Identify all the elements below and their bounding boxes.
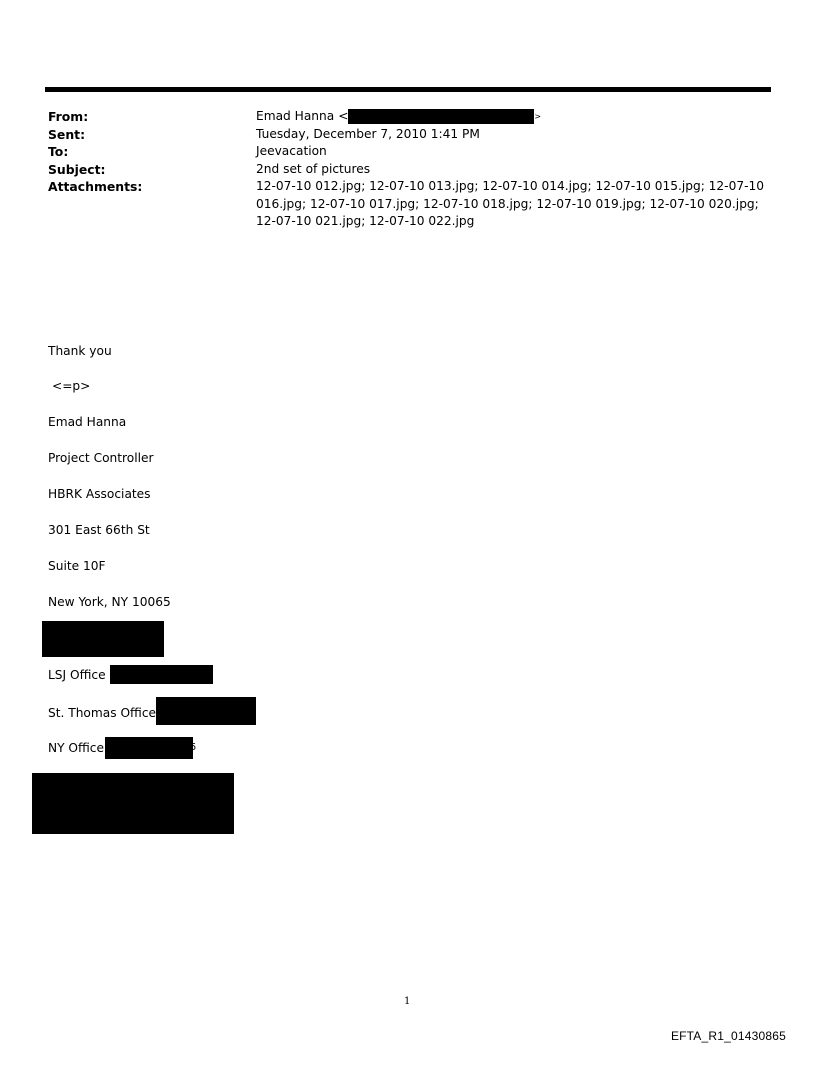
redacted-phone — [105, 737, 193, 759]
lsj-office-label: LSJ Office — [48, 667, 106, 682]
subject-row — [48, 161, 758, 179]
attachments-line: 12-07-10 021.jpg; 12-07-10 022.jpg — [256, 214, 475, 228]
redaction-block — [32, 773, 234, 834]
attachments-line: 12-07-10 012.jpg; 12-07-10 013.jpg; 12-07-10 014.jpg; 12-07-10 015.jpg; 12-07-10 — [256, 179, 764, 193]
sender-name: Emad Hanna — [256, 109, 335, 123]
to-row — [48, 143, 758, 161]
header-rule — [45, 87, 771, 92]
html-artifact: <=p> — [52, 379, 91, 393]
bates-number: EFTA_R1_01430865 — [670, 1029, 786, 1043]
st-thomas-office-label: St. Thomas Office — [48, 706, 157, 720]
signature-title: Project Controller — [48, 451, 154, 465]
from-row — [48, 108, 758, 126]
page-number: 1 — [404, 996, 411, 1007]
redaction-block — [42, 621, 164, 657]
subject-value: 2nd set of pictures — [256, 161, 371, 176]
sent-value: Tuesday, December 7, 2010 1:41 PM — [256, 126, 480, 141]
redacted-phone — [156, 697, 256, 725]
sent-row — [48, 126, 758, 144]
address-line: 301 East 66th St — [48, 523, 150, 537]
redacted-sender-email — [348, 109, 534, 124]
address-line: New York, NY 10065 — [48, 595, 171, 609]
sent-label: Sent: — [48, 126, 86, 142]
greeting: Thank you — [48, 344, 112, 358]
lsj-office-line — [48, 665, 213, 684]
ny-office-line — [48, 737, 196, 759]
redacted-phone — [110, 665, 213, 684]
to-value: Jeevacation — [256, 144, 327, 158]
attachments-value — [256, 178, 764, 231]
ny-office-label: NY Office — [48, 741, 105, 755]
ny-office-tail: 5 — [190, 742, 197, 753]
email-header — [48, 108, 764, 231]
from-label: From: — [48, 109, 89, 124]
email-open-bracket: < — [338, 109, 349, 123]
subject-label: Subject: — [48, 161, 106, 177]
attachments-label: Attachments: — [48, 179, 143, 194]
signature-company: HBRK Associates — [48, 487, 151, 501]
email-close-bracket: > — [534, 112, 542, 121]
attachments-line: 016.jpg; 12-07-10 017.jpg; 12-07-10 018.jpg; 12-07-10 019.jpg; 12-07-10 020.jpg; — [256, 196, 759, 211]
st-thomas-office-line — [48, 701, 256, 725]
signature-name: Emad Hanna — [48, 415, 127, 429]
attachments-row — [48, 178, 764, 231]
from-value — [256, 108, 758, 126]
address-line: Suite 10F — [48, 559, 106, 573]
to-label: To: — [48, 144, 69, 159]
